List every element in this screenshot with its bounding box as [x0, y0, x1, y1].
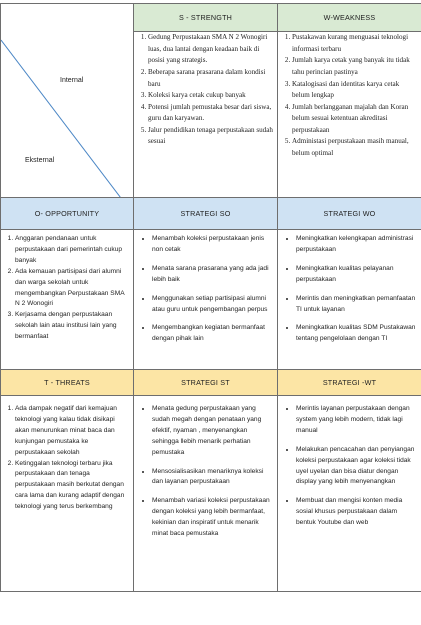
- threats-cell: [1, 396, 134, 592]
- threat-item: 1. Ada dampak negatif dari kemajuan teknologi yang kalau tidak disikapi akan menurunkan minat baca dan kunjungan pemustaka ke perpustakaan sekolah: [15, 404, 130, 459]
- strategi-wt-item: • Melakukan pencacahan dan penyiangan koleksi perpustakaan agar koleksi tidak uyel uyelan dan bisa diatur dengan display yang lebih menyenangkan: [296, 445, 418, 489]
- opportunity-item: 1. Anggaran pendanaan untuk perpustakaan dari pemerintah cukup banyak: [15, 234, 130, 267]
- strength-item: 4. Potensi jumlah pemustaka besar dari siswa, guru dan karyawan.: [148, 102, 274, 125]
- threat-item: 2. Ketinggalan teknologi terbaru jika perpustakaan dan tenaga perpustakaan masih berkutat dengan cara lama dan kurang adaptif dengan teknologi yang terus berkembang: [15, 459, 130, 514]
- strength-item: 3. Koleksi karya cetak cukup banyak: [148, 90, 274, 102]
- strength-header: S - STRENGTH: [134, 4, 278, 32]
- strategi-so-header: STRATEGI SO: [134, 198, 278, 230]
- strategi-wo-item: • Meningkatkan kelengkapan administrasi perpustakaan: [296, 234, 418, 256]
- strategi-wo-cell: [278, 230, 421, 370]
- weakness-item: 1. Pustakawan kurang menguasai teknologi informasi terbaru: [292, 32, 418, 55]
- threats-list: [1, 404, 133, 513]
- strategi-so-item: • Mengembangkan kegiatan bermanfaat dengan pihak lain: [152, 323, 274, 345]
- weakness-header: W-WEAKNESS: [278, 4, 421, 32]
- eksternal-label: Eksternal: [25, 157, 55, 164]
- strategi-wo-item: • Meningkatkan kualitas pelayanan perpustakaan: [296, 264, 418, 286]
- strategi-wt-list: [278, 404, 421, 529]
- weakness-item: 3. Katalogisasi dan identitas karya cetak belum lengkap: [292, 79, 418, 102]
- strategi-so-list: [134, 234, 277, 345]
- strength-item: 1. Gedung Perpustakaan SMA N 2 Wonogiri luas, dua lantai dengan keadaan baik di posisi yang strategis.: [148, 32, 274, 67]
- strategi-st-header: STRATEGI ST: [134, 370, 278, 396]
- strength-list: [134, 32, 277, 148]
- strength-cell: [134, 32, 278, 198]
- weakness-list: [278, 32, 421, 160]
- weakness-cell: [278, 32, 421, 198]
- strategi-wt-item: • Membuat dan mengisi konten media sosial khusus perpustakaan dalam bentuk Youtube dan web: [296, 496, 418, 529]
- strategi-wt-header: STRATEGI -WT: [278, 370, 421, 396]
- strategi-so-cell: [134, 230, 278, 370]
- strategi-wo-item: • Merintis dan meningkatkan pemanfaatan TI untuk layanan: [296, 294, 418, 316]
- opportunity-item: 3. Kerjasama dengan perpustakaan sekolah lain atau institusi lain yang bermanfaat: [15, 310, 130, 343]
- strategi-so-item: • Menata sarana prasarana yang ada jadi lebih baik: [152, 264, 274, 286]
- strategi-wo-header: STRATEGI WO: [278, 198, 421, 230]
- strategi-st-list: [134, 404, 277, 540]
- opportunity-list: [1, 234, 133, 343]
- strategi-st-item: • Menata gedung perpustakaan yang sudah megah dengan penataan yang efektif, nyaman , menyenangkan sehingga llebih menarik perhatian pemustaka: [152, 404, 274, 459]
- internal-label: Internal: [60, 77, 84, 84]
- weakness-item: 5. Administasi perpustakaan masih manual, belum optimal: [292, 136, 418, 159]
- strategi-st-item: • Mensosialisasikan menariknya koleksi dan layanan perpustakaan: [152, 467, 274, 489]
- weakness-item: 2. Jumlah karya cetak yang banyak itu tidak tahu perincian pastinya: [292, 55, 418, 78]
- swot-matrix-table: [0, 3, 421, 592]
- diagonal-divider: [1, 4, 134, 197]
- corner-cell: [1, 4, 134, 198]
- strength-item: 2. Beberapa sarana prasarana dalam kondisi baru: [148, 67, 274, 90]
- weakness-item: 4. Jumlah berlangganan majalah dan Koran belum sesuai ketentuan akreditasi perpustakaan: [292, 102, 418, 137]
- strategi-wt-item: • Merintis layanan perpustakaan dengan system yang lebih modern, tidak lagi manual: [296, 404, 418, 437]
- strategi-wt-cell: [278, 396, 421, 592]
- strength-item: 5. Jalur pendidikan tenaga perpustakaan sudah sesuai: [148, 125, 274, 148]
- strategi-wo-list: [278, 234, 421, 345]
- strategi-so-item: • Menambah koleksi perpustakaan jenis non cetak: [152, 234, 274, 256]
- strategi-st-item: • Menambah variasi koleksi perpustakaan dengan koleksi yang lebih bermanfaat, kekinian dan inspiratif untuk menarik minat baca pemustaka: [152, 496, 274, 540]
- opportunity-cell: [1, 230, 134, 370]
- strategi-so-item: • Menggunakan setiap partisipasi alumni atau guru untuk pengembangan perpus: [152, 294, 274, 316]
- opportunity-header: O- OPPORTUNITY: [1, 198, 134, 230]
- strategi-wo-item: • Meningkatkan kualitas SDM Pustakawan tentang pengelolaan dengan TI: [296, 323, 418, 345]
- threats-header: T - THREATS: [1, 370, 134, 396]
- opportunity-item: 2. Ada kemauan partisipasi dari alumni dan warga sekolah untuk mengembangkan Perpustakaan SMA N 2 Wonogiri: [15, 267, 130, 311]
- strategi-st-cell: [134, 396, 278, 592]
